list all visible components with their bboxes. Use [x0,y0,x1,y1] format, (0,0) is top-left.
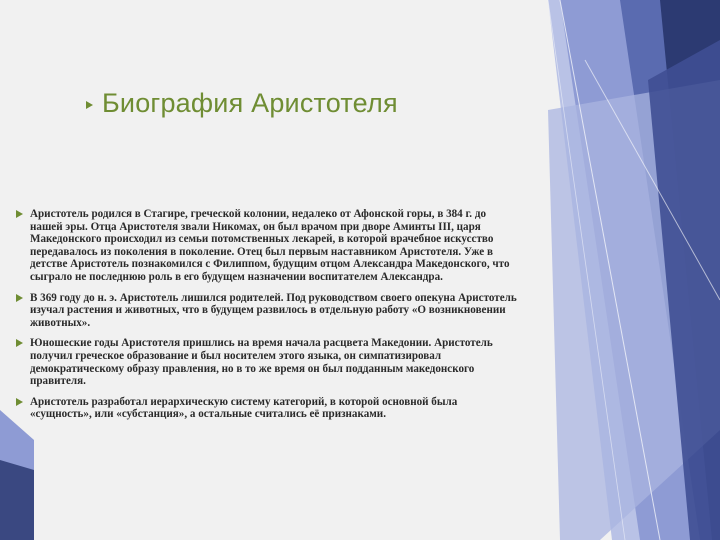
bullet-icon [16,398,23,406]
paragraph-3 [30,337,518,387]
paragraph-text: В 369 году до н. э. Аристотель лишился родителей. Под руководством своего опекуна Аристотель изучал растения и животных, что в будущем развилось в отдельную работу «О возникновении животных». [30,291,517,329]
bullet-icon [16,339,23,347]
bullet-icon [16,294,23,302]
paragraph-text: Юношеские годы Аристотеля пришлись на время начала расцвета Македонии. Аристотель получил греческое образование и был носителем этого языка, он симпатизировал демократическому образу правления, но в то же время он был подданным македонского правителя. [30,337,493,388]
paragraph-4 [30,396,518,421]
title-bullet-icon [86,101,93,109]
slide-title: Биография Аристотеля [102,88,398,118]
paragraph-2 [30,292,518,330]
slide-body [30,208,518,429]
paragraph-text: Аристотель родился в Стагире, греческой колонии, недалеко от Афонской горы, в 384 г. до нашей эры. Отца Аристотеля звали Никомах, он был врачом при дворе Аминты III, царя Македонского происходил из семьи потомственных лекарей, в которой врачебное искусство передавалось из поколения в поколение. Отец был первым наставником Аристотеля. Уже в детстве Аристотель познакомился с Филиппом, будущим отцом Александра Македонского, что сыграло не последнюю роль в его будущем назначении воспитателем Александра. [30,208,510,283]
paragraph-1 [30,208,518,284]
bullet-icon [16,210,23,218]
paragraph-text: Аристотель разработал иерархическую систему категорий, в которой основной была «сущность», или «субстанция», а остальные считались её признаками. [30,395,458,421]
decor-shape-left-dark [0,460,34,540]
